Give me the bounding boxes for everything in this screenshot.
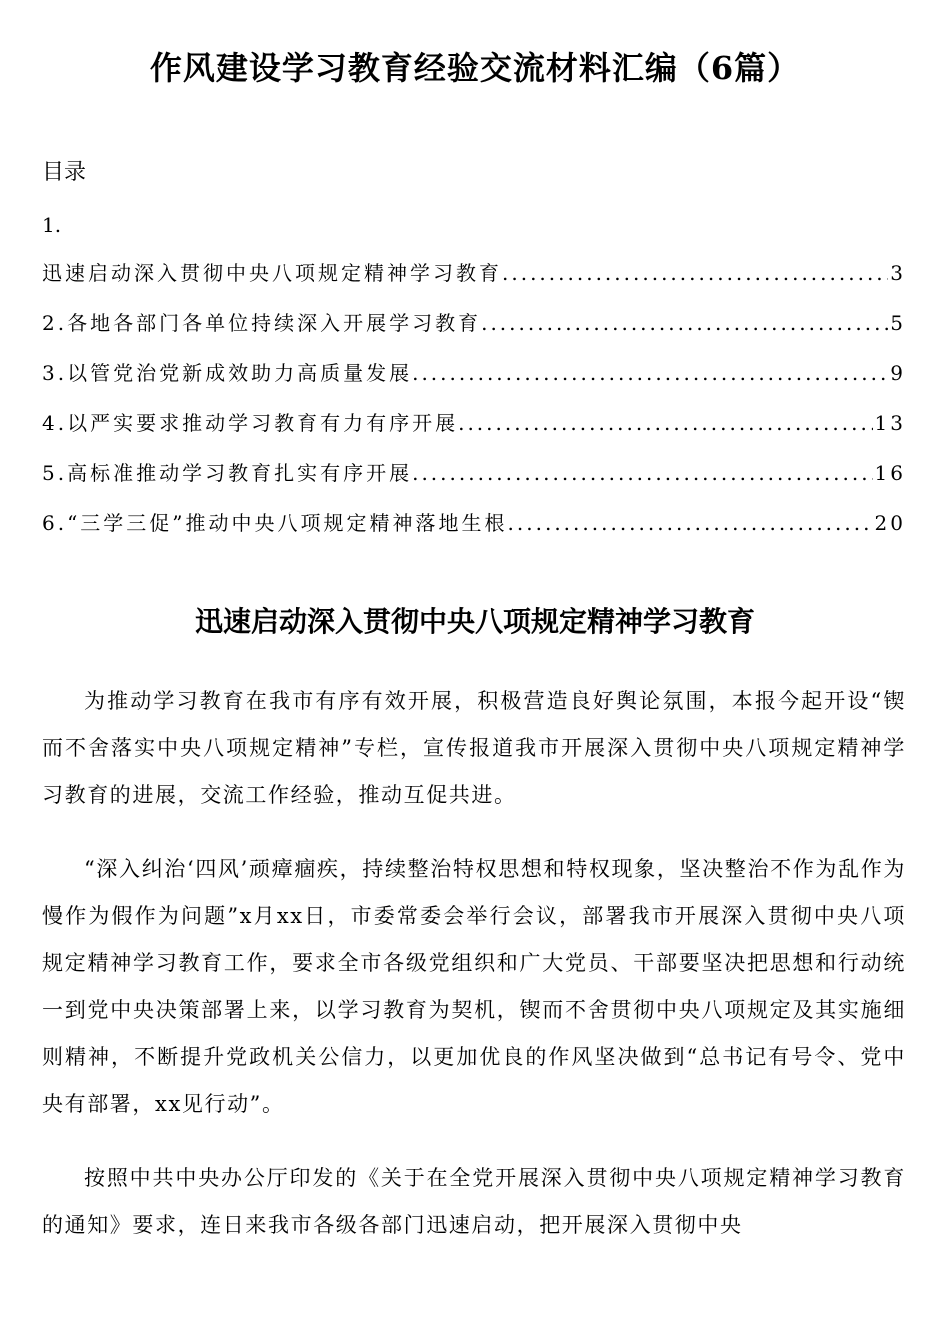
toc-heading: 目录 xyxy=(42,160,87,185)
toc-entry-title: 2.各地各部门各单位持续深入开展学习教育 xyxy=(42,311,482,335)
toc-leader-dots xyxy=(508,506,873,540)
toc-leader-dots xyxy=(481,306,888,340)
body-paragraph: 为推动学习教育在我市有序有效开展，积极营造良好舆论氛围，本报今起开设“锲而不舍落实中央八项规定精神”专栏，宣传报道我市开展深入贯彻中央八项规定精神学习教育的进展，交流工作经验，推动互促共进。 xyxy=(42,689,906,807)
toc-leader-dots xyxy=(412,356,888,390)
toc-entry-page: 20 xyxy=(874,511,906,535)
toc-entry-title: 5.高标准推动学习教育扎实有序开展 xyxy=(42,461,413,485)
toc-entry-page: 9 xyxy=(890,361,906,385)
toc-entry-title: 迅速启动深入贯彻中央八项规定精神学习教育 xyxy=(42,261,502,285)
toc-entry-title: 4.以严实要求推动学习教育有力有序开展 xyxy=(42,411,459,435)
toc-first-number: 1. xyxy=(42,213,62,237)
toc-entry[interactable] xyxy=(42,456,906,506)
toc-entry[interactable] xyxy=(42,256,906,306)
toc-entry[interactable] xyxy=(42,406,906,456)
toc-entry-title: 6.“三学三促”推动中央八项规定精神落地生根 xyxy=(42,511,508,535)
toc-entry-page: 13 xyxy=(874,411,906,435)
toc-leader-dots xyxy=(502,256,888,290)
table-of-contents xyxy=(42,256,906,556)
document-title: 作风建设学习教育经验交流材料汇编（6篇） xyxy=(149,49,801,87)
toc-entry[interactable] xyxy=(42,506,906,556)
toc-leader-dots xyxy=(412,456,872,490)
toc-leader-dots xyxy=(458,406,872,440)
toc-entry-title: 3.以管党治党新成效助力高质量发展 xyxy=(42,361,413,385)
toc-entry[interactable] xyxy=(42,356,906,406)
toc-entry-page: 5 xyxy=(890,311,906,335)
toc-entry-page: 16 xyxy=(874,461,906,485)
section-title: 迅速启动深入贯彻中央八项规定精神学习教育 xyxy=(194,605,755,638)
toc-entry[interactable] xyxy=(42,306,906,356)
toc-entry-page: 3 xyxy=(890,261,906,285)
body-paragraph: “深入纠治‘四风’顽瘴痼疾，持续整治特权思想和特权现象，坚决整治不作为乱作为慢作为假作为问题”x月xx日，市委常委会举行会议，部署我市开展深入贯彻中央八项规定精神学习教育工作，要求全市各级党组织和广大党员、干部要坚决把思想和行动统一到党中央决策部署上来，以学习教育为契机，锲而不舍贯彻中央八项规定及其实施细则精神，不断提升党政机关公信力，以更加优良的作风坚决做到“总书记有号令、党中央有部署，xx见行动”。 xyxy=(42,857,906,1116)
body-paragraph: 按照中共中央办公厅印发的《关于在全党开展深入贯彻中央八项规定精神学习教育的通知》要求，连日来我市各级各部门迅速启动，把开展深入贯彻中央 xyxy=(42,1166,906,1237)
